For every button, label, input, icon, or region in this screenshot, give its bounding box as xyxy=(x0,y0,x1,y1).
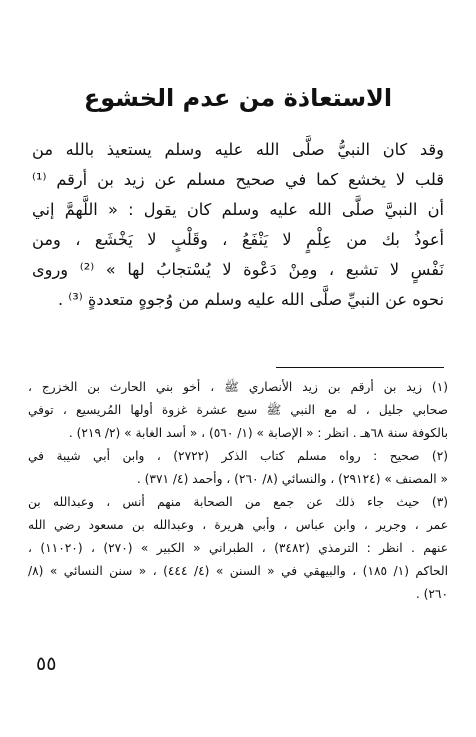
footnote-line: ٢٦٠) . xyxy=(415,587,448,601)
paragraph-line: نَفْسٍ لا تشبع ، ومِنْ دَعْوة لا يُسْتجابُ لها » ⁽²⁾ وروى xyxy=(32,260,444,279)
footnote-line: عمر ، وجرير ، وابن عباس ، وأبي هريرة ، وعبدالله بن مسعود رضي الله xyxy=(28,518,448,532)
footnotes xyxy=(28,376,448,606)
footnote-line: (٢) صحيح : رواه مسلم كتاب الذكر (٢٧٢٢) ، وابن أبي شيبة في xyxy=(28,449,448,463)
footnote-line: صحابي جليل ، له مع النبي ﷺ سبع عشرة غزوة أولها المُريسيع ، توفي xyxy=(28,403,448,417)
footnote-line: (١) زيد بن أرقم بن زيد الأنصاري ﷺ ، أخو بني الحارث بن الخزرج ، xyxy=(28,380,448,394)
footnote-line: عنهم . انظر : الترمذي (٣٤٨٢) ، الطبراني « الكبير » (٢٧٠) ، (١١٠٢٠) ، xyxy=(28,541,448,555)
page-number: ٥٥ xyxy=(36,653,57,675)
footnote-line: بالكوفة سنة ٦٨هـ . انظر : « الإصابة » (١/ ٥٦٠) ، « أسد الغابة » (٢/ ٢١٩) . xyxy=(68,426,448,440)
paragraph-line: نحوه عن النبيِّ صلَّى الله عليه وسلم من وُجوهٍ متعددةٍ ⁽³⁾ . xyxy=(57,290,444,309)
footnote-line: الحاكم (١/ ١٨٥) ، والبيهقي في « السنن » (٤/ ٤٤٤) ، « سنن النسائي » (٨/ xyxy=(28,564,448,578)
footnote-divider xyxy=(276,367,444,368)
paragraph-line: أن النبيَّ صلَّى الله عليه وسلم كان يقول : « اللَّهمَّ إني xyxy=(32,200,444,219)
footnote-line: « المصنف » (٢٩١٢٤) ، والنسائي (٨/ ٢٦٠) ، وأحمد (٤/ ٣٧١) . xyxy=(136,472,448,486)
paragraph-line: أعوذُ بك من عِلْمٍ لا يَنْفَعُ ، وقَلْبٍ لا يَخْشَع ، ومن xyxy=(32,230,444,249)
paragraph-line: وقد كان النبيُّ صلَّى الله عليه وسلم يستعيذ بالله من xyxy=(32,140,444,159)
main-paragraph xyxy=(32,135,444,315)
paragraph-line: قلب لا يخشع كما في صحيح مسلم عن زيد بن أرقم ⁽¹⁾ xyxy=(32,170,444,189)
section-title: الاستعاذة من عدم الخشوع xyxy=(83,84,393,112)
footnote-line: (٣) حيث جاء ذلك عن جمع من الصحابة منهم أنس ، وعبدالله بن xyxy=(28,495,448,509)
